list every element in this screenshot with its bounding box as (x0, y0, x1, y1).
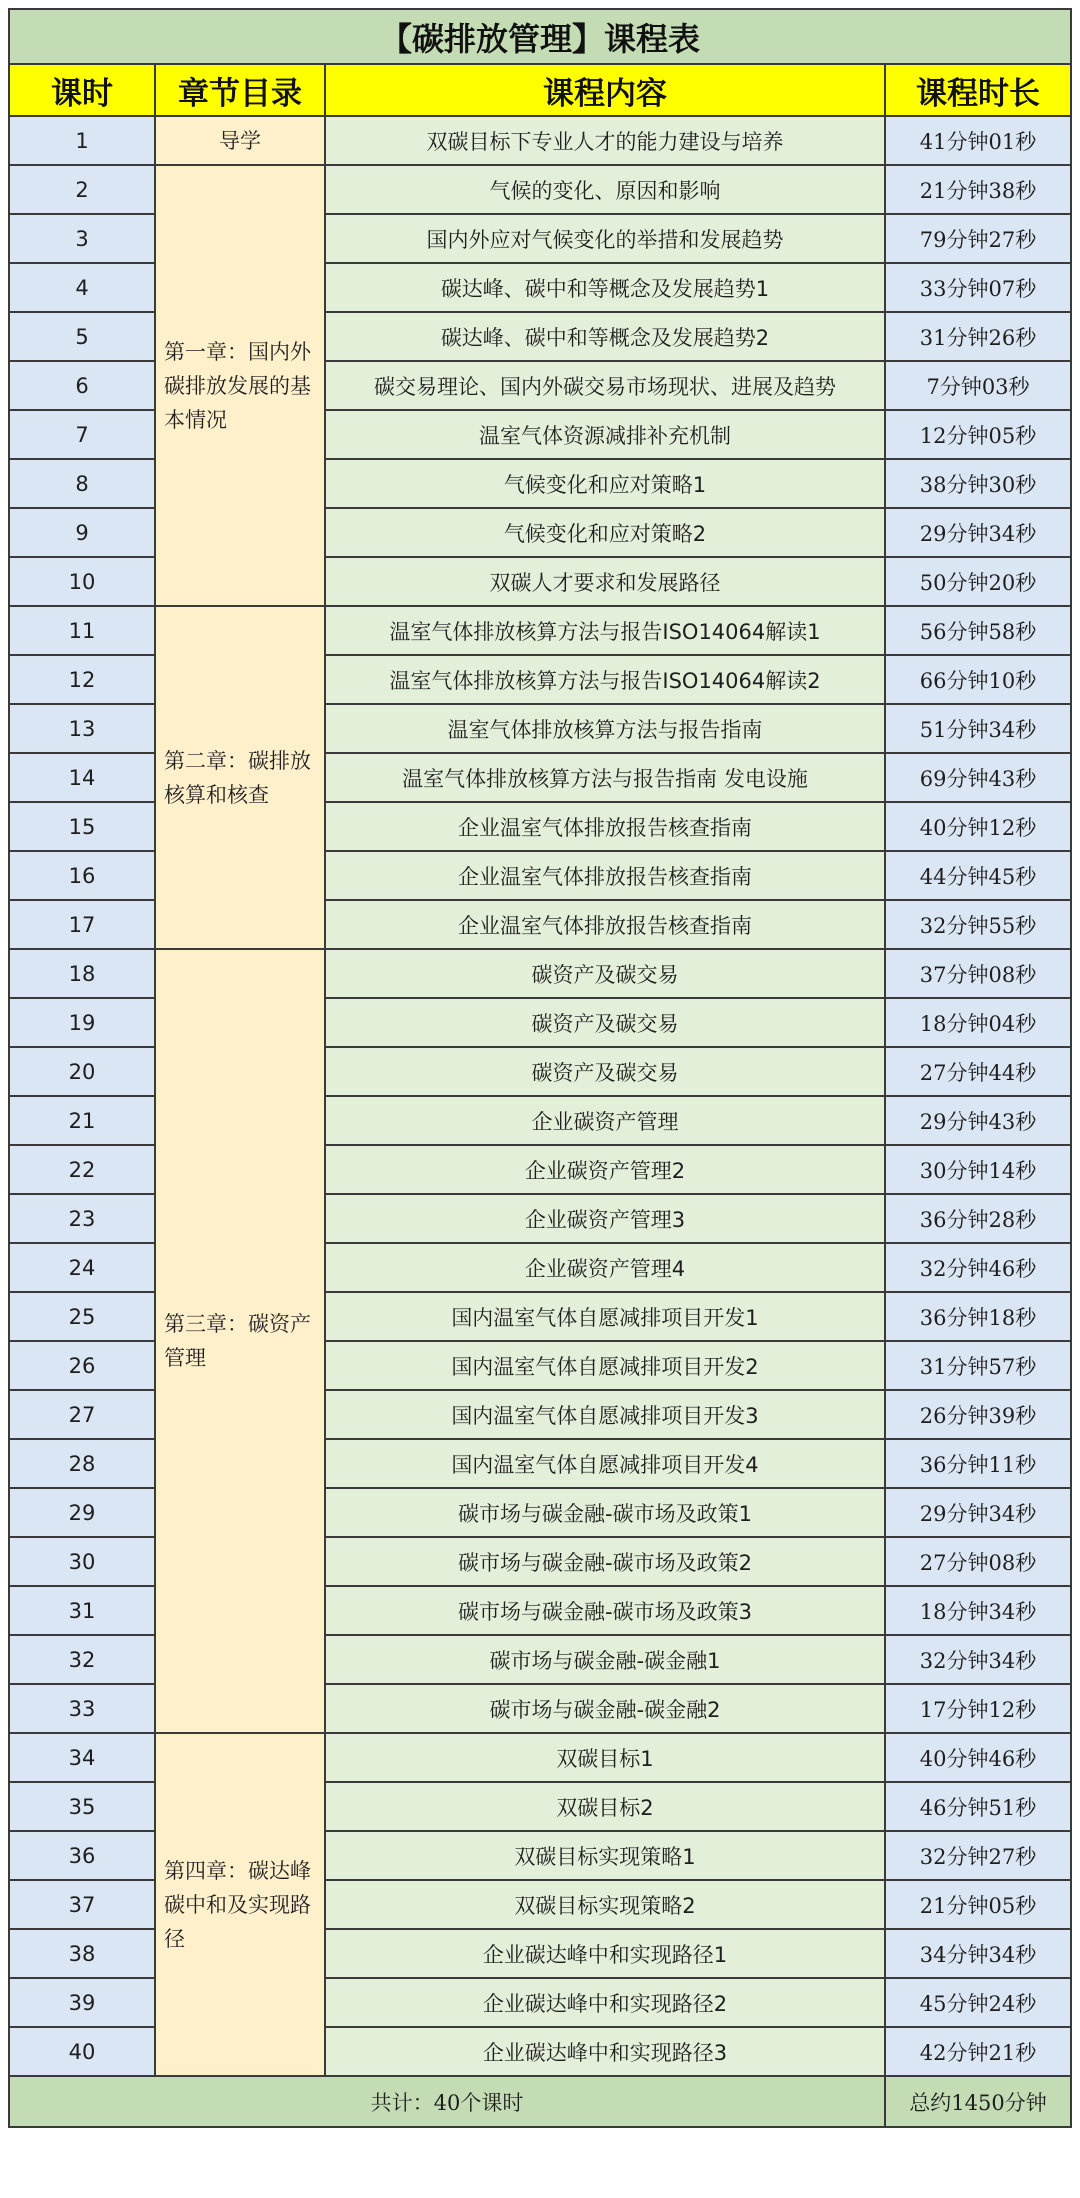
lesson-number: 11 (9, 606, 155, 655)
header-row (9, 64, 1071, 116)
lesson-number: 14 (9, 753, 155, 802)
lesson-number: 19 (9, 998, 155, 1047)
chapter-cell (155, 165, 325, 606)
lesson-duration: 26分钟39秒 (885, 1390, 1071, 1439)
lesson-number: 7 (9, 410, 155, 459)
lesson-number: 24 (9, 1243, 155, 1292)
lesson-duration: 56分钟58秒 (885, 606, 1071, 655)
lesson-number: 40 (9, 2027, 155, 2076)
lesson-content: 碳市场与碳金融-碳市场及政策2 (325, 1537, 885, 1586)
lesson-content: 双碳目标1 (325, 1733, 885, 1782)
lesson-content: 企业碳达峰中和实现路径3 (325, 2027, 885, 2076)
lesson-number: 8 (9, 459, 155, 508)
lesson-content: 企业碳达峰中和实现路径1 (325, 1929, 885, 1978)
lesson-content: 碳达峰、碳中和等概念及发展趋势2 (325, 312, 885, 361)
lesson-number: 37 (9, 1880, 155, 1929)
total-duration: 总约1450分钟 (885, 2076, 1071, 2127)
lesson-number: 27 (9, 1390, 155, 1439)
lesson-content: 碳市场与碳金融-碳金融2 (325, 1684, 885, 1733)
lesson-content: 企业温室气体排放报告核查指南 (325, 851, 885, 900)
lesson-number: 23 (9, 1194, 155, 1243)
lesson-duration: 29分钟43秒 (885, 1096, 1071, 1145)
lesson-duration: 50分钟20秒 (885, 557, 1071, 606)
lesson-duration: 69分钟43秒 (885, 753, 1071, 802)
lesson-number: 31 (9, 1586, 155, 1635)
lesson-content: 国内温室气体自愿减排项目开发2 (325, 1341, 885, 1390)
course-table (8, 8, 1072, 2128)
lesson-duration: 41分钟01秒 (885, 116, 1071, 165)
lesson-content: 碳交易理论、国内外碳交易市场现状、进展及趋势 (325, 361, 885, 410)
lesson-number: 36 (9, 1831, 155, 1880)
lesson-duration: 21分钟05秒 (885, 1880, 1071, 1929)
lesson-duration: 32分钟55秒 (885, 900, 1071, 949)
lesson-content: 企业碳资产管理 (325, 1096, 885, 1145)
lesson-content: 碳资产及碳交易 (325, 949, 885, 998)
lesson-duration: 17分钟12秒 (885, 1684, 1071, 1733)
lesson-duration: 36分钟18秒 (885, 1292, 1071, 1341)
lesson-number: 15 (9, 802, 155, 851)
lesson-duration: 12分钟05秒 (885, 410, 1071, 459)
lesson-duration: 44分钟45秒 (885, 851, 1071, 900)
lesson-duration: 31分钟26秒 (885, 312, 1071, 361)
table-row (9, 116, 1071, 165)
table-row (9, 606, 1071, 655)
lesson-duration: 33分钟07秒 (885, 263, 1071, 312)
lesson-content: 碳资产及碳交易 (325, 998, 885, 1047)
lesson-duration: 38分钟30秒 (885, 459, 1071, 508)
header-duration: 课程时长 (885, 64, 1071, 116)
lesson-content: 温室气体排放核算方法与报告ISO14064解读2 (325, 655, 885, 704)
lesson-content: 企业碳资产管理3 (325, 1194, 885, 1243)
lesson-number: 9 (9, 508, 155, 557)
lesson-content: 气候的变化、原因和影响 (325, 165, 885, 214)
lesson-duration: 45分钟24秒 (885, 1978, 1071, 2027)
lesson-number: 4 (9, 263, 155, 312)
lesson-duration: 32分钟27秒 (885, 1831, 1071, 1880)
title-row (9, 9, 1071, 64)
lesson-duration: 7分钟03秒 (885, 361, 1071, 410)
chapter-cell (155, 1733, 325, 2076)
lesson-number: 10 (9, 557, 155, 606)
lesson-number: 29 (9, 1488, 155, 1537)
chapter-cell (155, 949, 325, 1733)
lesson-duration: 79分钟27秒 (885, 214, 1071, 263)
chapter-label: 导学 (219, 128, 261, 153)
lesson-number: 39 (9, 1978, 155, 2027)
lesson-number: 20 (9, 1047, 155, 1096)
lesson-duration: 29分钟34秒 (885, 508, 1071, 557)
lesson-content: 企业温室气体排放报告核查指南 (325, 802, 885, 851)
table-title: 【碳排放管理】课程表 (9, 9, 1071, 64)
lesson-duration: 36分钟28秒 (885, 1194, 1071, 1243)
header-content: 课程内容 (325, 64, 885, 116)
lesson-number: 30 (9, 1537, 155, 1586)
lesson-duration: 51分钟34秒 (885, 704, 1071, 753)
lesson-content: 企业碳资产管理4 (325, 1243, 885, 1292)
table-row (9, 165, 1071, 214)
lesson-duration: 30分钟14秒 (885, 1145, 1071, 1194)
lesson-content: 气候变化和应对策略1 (325, 459, 885, 508)
lesson-duration: 29分钟34秒 (885, 1488, 1071, 1537)
lesson-number: 5 (9, 312, 155, 361)
lesson-content: 碳市场与碳金融-碳市场及政策1 (325, 1488, 885, 1537)
lesson-duration: 34分钟34秒 (885, 1929, 1071, 1978)
lesson-number: 2 (9, 165, 155, 214)
lesson-duration: 40分钟12秒 (885, 802, 1071, 851)
lesson-content: 国内温室气体自愿减排项目开发1 (325, 1292, 885, 1341)
lesson-number: 34 (9, 1733, 155, 1782)
chapter-label: 第四章：碳达峰碳中和及实现路径 (164, 1858, 311, 1951)
chapter-label: 第一章：国内外碳排放发展的基本情况 (164, 339, 311, 432)
lesson-duration: 31分钟57秒 (885, 1341, 1071, 1390)
lesson-content: 温室气体排放核算方法与报告指南 发电设施 (325, 753, 885, 802)
lesson-number: 12 (9, 655, 155, 704)
lesson-duration: 27分钟08秒 (885, 1537, 1071, 1586)
course-schedule (8, 8, 1070, 2190)
lesson-number: 35 (9, 1782, 155, 1831)
lesson-duration: 21分钟38秒 (885, 165, 1071, 214)
lesson-number: 33 (9, 1684, 155, 1733)
chapter-label: 第三章：碳资产管理 (164, 1312, 311, 1370)
lesson-number: 22 (9, 1145, 155, 1194)
table-row (9, 1733, 1071, 1782)
header-lesson: 课时 (9, 64, 155, 116)
lesson-duration: 32分钟46秒 (885, 1243, 1071, 1292)
lesson-content: 企业碳资产管理2 (325, 1145, 885, 1194)
lesson-duration: 18分钟34秒 (885, 1586, 1071, 1635)
lesson-duration: 27分钟44秒 (885, 1047, 1071, 1096)
lesson-number: 17 (9, 900, 155, 949)
lesson-content: 温室气体排放核算方法与报告指南 (325, 704, 885, 753)
lesson-content: 碳资产及碳交易 (325, 1047, 885, 1096)
lesson-number: 18 (9, 949, 155, 998)
lesson-content: 国内外应对气候变化的举措和发展趋势 (325, 214, 885, 263)
lesson-content: 双碳目标实现策略1 (325, 1831, 885, 1880)
total-row (9, 2076, 1071, 2127)
total-lessons: 共计：40个课时 (9, 2076, 885, 2127)
lesson-number: 32 (9, 1635, 155, 1684)
lesson-content: 温室气体资源减排补充机制 (325, 410, 885, 459)
lesson-duration: 32分钟34秒 (885, 1635, 1071, 1684)
lesson-number: 3 (9, 214, 155, 263)
lesson-duration: 66分钟10秒 (885, 655, 1071, 704)
lesson-duration: 42分钟21秒 (885, 2027, 1071, 2076)
lesson-duration: 18分钟04秒 (885, 998, 1071, 1047)
lesson-number: 25 (9, 1292, 155, 1341)
lesson-number: 1 (9, 116, 155, 165)
lesson-number: 26 (9, 1341, 155, 1390)
lesson-content: 双碳目标下专业人才的能力建设与培养 (325, 116, 885, 165)
lesson-number: 28 (9, 1439, 155, 1488)
lesson-content: 双碳人才要求和发展路径 (325, 557, 885, 606)
lesson-duration: 40分钟46秒 (885, 1733, 1071, 1782)
lesson-content: 企业碳达峰中和实现路径2 (325, 1978, 885, 2027)
chapter-cell (155, 116, 325, 165)
lesson-content: 碳达峰、碳中和等概念及发展趋势1 (325, 263, 885, 312)
chapter-label: 第二章：碳排放核算和核查 (164, 748, 311, 807)
lesson-content: 企业温室气体排放报告核查指南 (325, 900, 885, 949)
lesson-duration: 37分钟08秒 (885, 949, 1071, 998)
lesson-number: 21 (9, 1096, 155, 1145)
table-row (9, 949, 1071, 998)
lesson-number: 16 (9, 851, 155, 900)
lesson-number: 38 (9, 1929, 155, 1978)
lesson-content: 温室气体排放核算方法与报告ISO14064解读1 (325, 606, 885, 655)
chapter-cell (155, 606, 325, 949)
lesson-content: 国内温室气体自愿减排项目开发3 (325, 1390, 885, 1439)
lesson-content: 气候变化和应对策略2 (325, 508, 885, 557)
lesson-content: 双碳目标2 (325, 1782, 885, 1831)
lesson-number: 13 (9, 704, 155, 753)
header-chapter: 章节目录 (155, 64, 325, 116)
lesson-duration: 46分钟51秒 (885, 1782, 1071, 1831)
lesson-content: 碳市场与碳金融-碳市场及政策3 (325, 1586, 885, 1635)
lesson-number: 6 (9, 361, 155, 410)
lesson-duration: 36分钟11秒 (885, 1439, 1071, 1488)
lesson-content: 双碳目标实现策略2 (325, 1880, 885, 1929)
lesson-content: 碳市场与碳金融-碳金融1 (325, 1635, 885, 1684)
lesson-content: 国内温室气体自愿减排项目开发4 (325, 1439, 885, 1488)
